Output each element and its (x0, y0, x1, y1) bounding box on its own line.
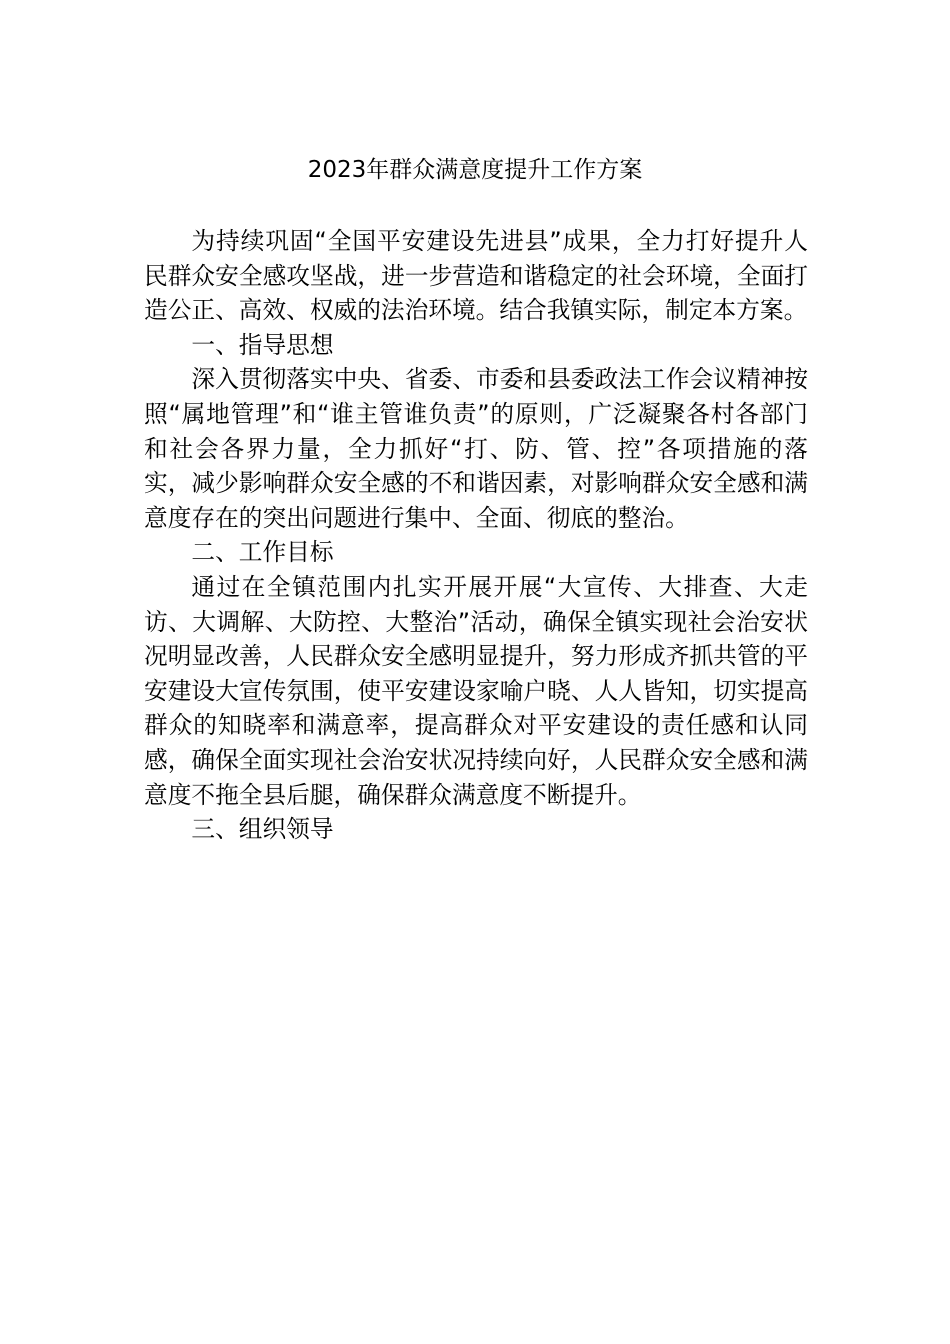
work-goals-paragraph: 通过在全镇范围内扎实开展开展“大宣传、大排查、大走访、大调解、大防控、大整治”活动，确保全镇实现社会治安状况明显改善，人民群众安全感明显提升，努力形成齐抓共管的平安建设大宣传氛围，使平安建设家喻户晓、人人皆知，切实提高群众的知晓率和满意率，提高群众对平安建设的责任感和认同感，确保全面实现社会治安状况持续向好，人民群众安全感和满意度不拖全县后腿，确保群众满意度不断提升。 (144, 572, 808, 809)
guiding-ideology-paragraph: 深入贯彻落实中央、省委、市委和县委政法工作会议精神按照“属地管理”和“谁主管谁负责”的原则，广泛凝聚各村各部门和社会各界力量，全力抓好“打、防、管、控”各项措施的落实，减少影响群众安全感的不和谐因素，对影响群众安全感和满意度存在的突出问题进行集中、全面、彻底的整治。 (144, 365, 808, 532)
intro-paragraph: 为持续巩固“全国平安建设先进县”成果，全力打好提升人民群众安全感攻坚战，进一步营造和谐稳定的社会环境，全面打造公正、高效、权威的法治环境。结合我镇实际，制定本方案。 (144, 227, 808, 325)
section-heading-organization-leadership: 三、组织领导 (191, 815, 334, 844)
document-title: 2023年群众满意度提升工作方案 (307, 157, 643, 183)
section-heading-work-goals: 二、工作目标 (191, 538, 334, 567)
document-body (144, 224, 808, 847)
section-heading-guiding-ideology: 一、指导思想 (191, 330, 334, 359)
